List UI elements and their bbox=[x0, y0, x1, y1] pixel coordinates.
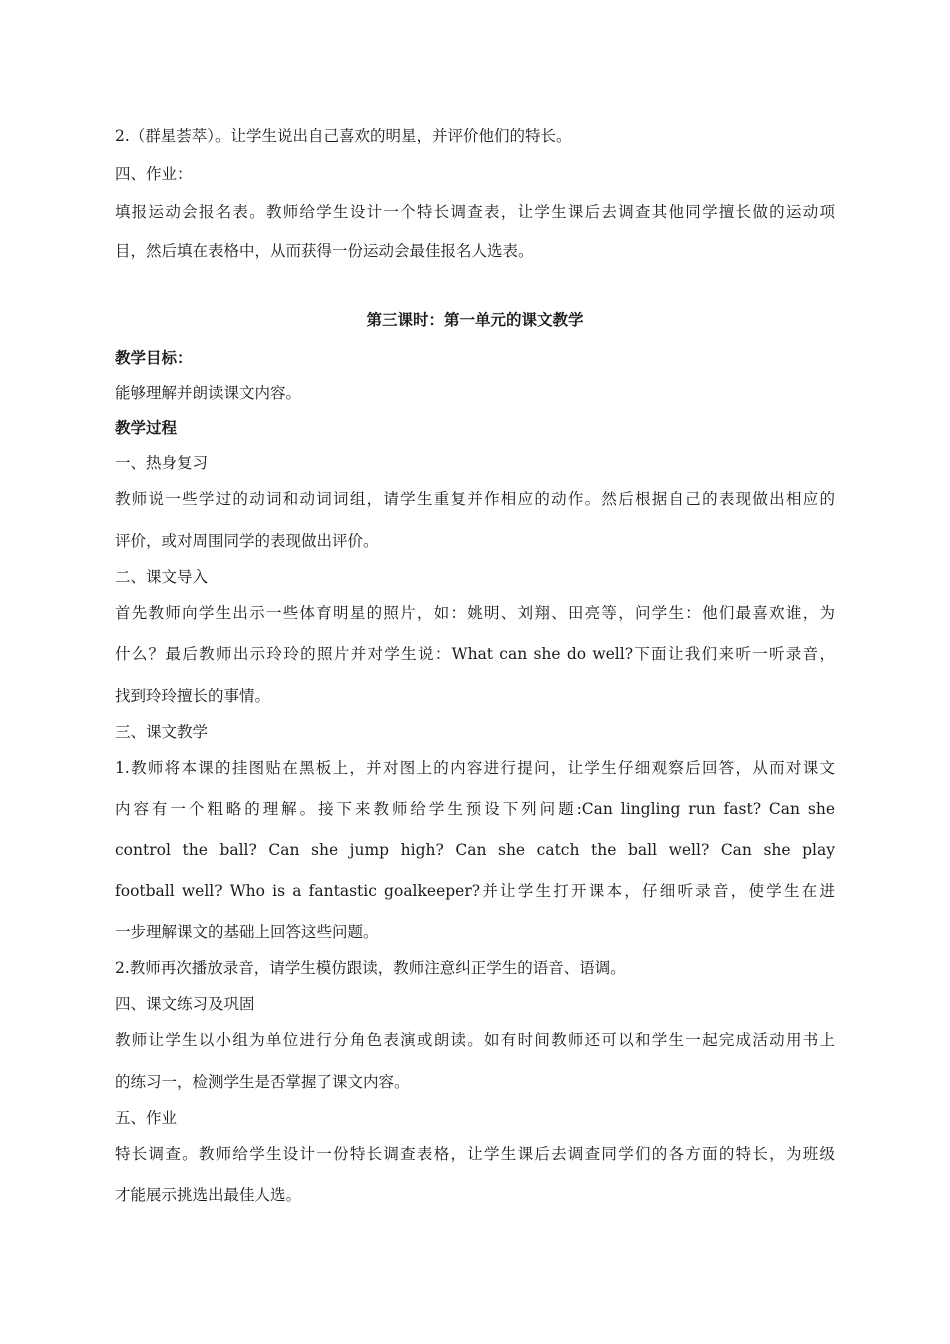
text-line: 找到玲玲擅长的事情。 bbox=[115, 687, 271, 705]
text-line: 一步理解课文的基础上回答这些问题。 bbox=[115, 923, 379, 941]
text-line: 教师说一些学过的动词和动词词组，请学生重复并作相应的动作。然后根据自己的表现做出相应的 bbox=[115, 490, 835, 508]
text-line: 评价，或对周围同学的表现做出评价。 bbox=[115, 532, 379, 550]
section-heading: 三、课文教学 bbox=[115, 723, 209, 741]
text-line: 2.（群星荟萃）。让学生说出自己喜欢的明星，并评价他们的特长。 bbox=[115, 127, 572, 145]
section-heading: 一、热身复习 bbox=[115, 454, 209, 472]
text-line: control the ball? Can she jump high? Can she catch the ball well? Can she play bbox=[115, 841, 835, 859]
text-line: 1.教师将本课的挂图贴在黑板上，并对图上的内容进行提问，让学生仔细观察后回答，从而对课文 bbox=[115, 759, 835, 777]
text-line: 的练习一，检测学生是否掌握了课文内容。 bbox=[115, 1073, 410, 1091]
text-line: 目，然后填在表格中，从而获得一份运动会最佳报名人选表。 bbox=[115, 242, 534, 260]
text-line: 首先教师向学生出示一些体育明星的照片，如：姚明、刘翔、田亮等，问学生：他们最喜欢谁，为 bbox=[115, 604, 835, 622]
text-line: 内容有一个粗略的理解。接下来教师给学生预设下列问题:Can lingling run fast? Can she bbox=[115, 800, 835, 818]
lesson-title: 第三课时：第一单元的课文教学 bbox=[366, 310, 584, 329]
section-heading: 五、作业 bbox=[115, 1109, 178, 1127]
text-line: 能够理解并朗读课文内容。 bbox=[115, 384, 302, 402]
section-heading: 二、课文导入 bbox=[115, 568, 209, 586]
text-line: 才能展示挑选出最佳人选。 bbox=[115, 1186, 302, 1204]
section-heading: 四、课文练习及巩固 bbox=[115, 995, 255, 1013]
section-heading: 教学目标： bbox=[115, 348, 193, 367]
text-line: 2.教师再次播放录音，请学生模仿跟读，教师注意纠正学生的语音、语调。 bbox=[115, 959, 626, 977]
text-line: 什么？最后教师出示玲玲的照片并对学生说：What can she do well?下面让我们来听一听录音， bbox=[115, 645, 835, 663]
text-line: 教师让学生以小组为单位进行分角色表演或朗读。如有时间教师还可以和学生一起完成活动用书上 bbox=[115, 1031, 835, 1049]
section-heading: 教学过程 bbox=[115, 418, 178, 437]
text-line: 填报运动会报名表。教师给学生设计一个特长调查表，让学生课后去调查其他同学擅长做的运动项 bbox=[115, 203, 835, 221]
section-heading: 四、作业： bbox=[115, 165, 193, 183]
text-line: 特长调查。教师给学生设计一份特长调查表格，让学生课后去调查同学们的各方面的特长，为班级 bbox=[115, 1145, 835, 1163]
text-line: football well? Who is a fantastic goalkeeper?并让学生打开课本，仔细听录音，使学生在进 bbox=[115, 882, 835, 900]
